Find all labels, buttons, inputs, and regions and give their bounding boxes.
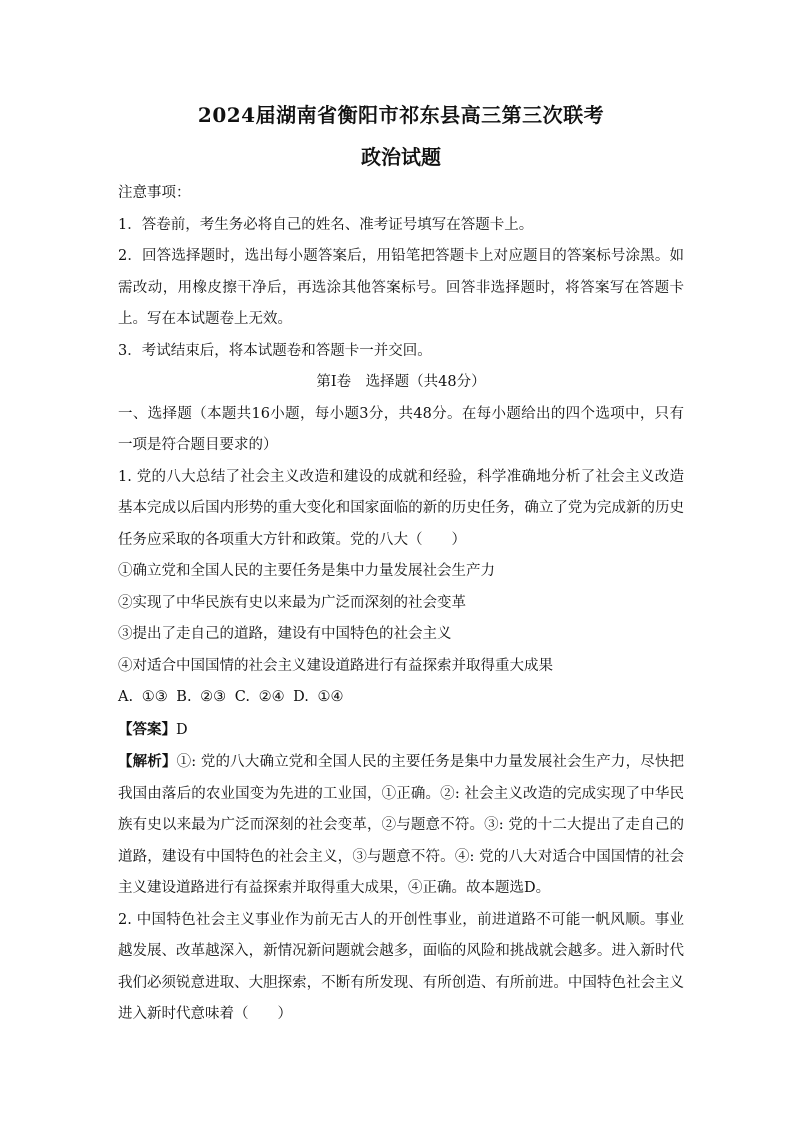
answer-value: D <box>176 721 188 738</box>
question-1-options: A. ①③ B. ②③ C. ②④ D. ①④ <box>118 689 344 705</box>
analysis-text: ①: 党的八大确立党和全国人民的主要任务是集中力量发展社会生产力，尽快把我国由落后的农业国变为先进的工业国，①正确。②: 社会主义改造的完成实现了中华民族有史以来最为广泛而深刻的社会变革，②与题意不符。③: 党的十二大提出了走自己的道路，建设有中国特色的社会主义，③与题意不符。④: 党的八大对适合中国国情的社会主义建设道路进行有益探索并取得重大成果，④正确。故本题选D。 <box>118 754 685 896</box>
question-1-statement-3: ③提出了走自己的道路，建设有中国特色的社会主义 <box>118 626 452 642</box>
question-1-statement-4: ④对适合中国国情的社会主义建设道路进行有益探索并取得重大成果 <box>118 657 553 674</box>
analysis-label: 【解析】 <box>118 753 177 770</box>
note-item-2: 2．回答选择题时，选出每小题答案后，用铅笔把答题卡上对应题目的答案标号涂黑。如需改动，用橡皮擦干净后，再选涂其他答案标号。回答非选择题时，将答案写在答题卡上。写在本试题卷上无效。 <box>118 248 684 327</box>
notes-heading: 注意事项： <box>118 185 191 201</box>
question-1-analysis <box>118 746 684 905</box>
question-1-statement-1: ①确立党和全国人民的主要任务是集中力量发展社会生产力 <box>118 563 495 579</box>
subject-title: 政治试题 <box>361 145 441 169</box>
question-1-statement-2: ②实现了中华民族有史以来最为广泛而深刻的社会变革 <box>118 594 466 611</box>
question-1-stem: 1. 党的八大总结了社会主义改造和建设的成就和经验，科学准确地分析了社会主义改造基本完成以后国内形势的重大变化和国家面临的新的历史任务，确立了党为完成新的历史任务应采取的各项重大方针和政策。党的八大（ ） <box>118 468 684 548</box>
part1-heading: 第Ⅰ卷 选择题（共48分） <box>316 374 486 390</box>
question-2-stem: 2. 中国特色社会主义事业作为前无古人的开创性事业，前进道路不可能一帆风顺。事业越发展、改革越深入，新情况新问题就会越多，面临的风险和挑战就会越多。进入新时代我们必须锐意进取、大胆探索，不断有所发现、有所创造、有所前进。中国特色社会主义进入新时代意味着（ ） <box>118 911 684 1022</box>
question-1 <box>118 462 684 905</box>
question-1-answer <box>118 714 684 747</box>
note-item-3: 3．考试结束后，将本试题卷和答题卡一并交回。 <box>118 342 432 359</box>
exam-page <box>118 100 684 1031</box>
exam-title: 2024届湖南省衡阳市祁东县高三第三次联考 <box>197 103 605 127</box>
answer-label: 【答案】 <box>118 720 176 738</box>
question-2 <box>118 905 684 1031</box>
notes-section <box>118 178 684 367</box>
part1-instructions: 一、选择题（本题共16小题，每小题3分，共48分。在每小题给出的四个选项中，只有一项是符合题目要求的） <box>118 405 684 453</box>
note-item-1: 1．答卷前，考生务必将自己的姓名、准考证号填写在答题卡上。 <box>118 216 534 233</box>
